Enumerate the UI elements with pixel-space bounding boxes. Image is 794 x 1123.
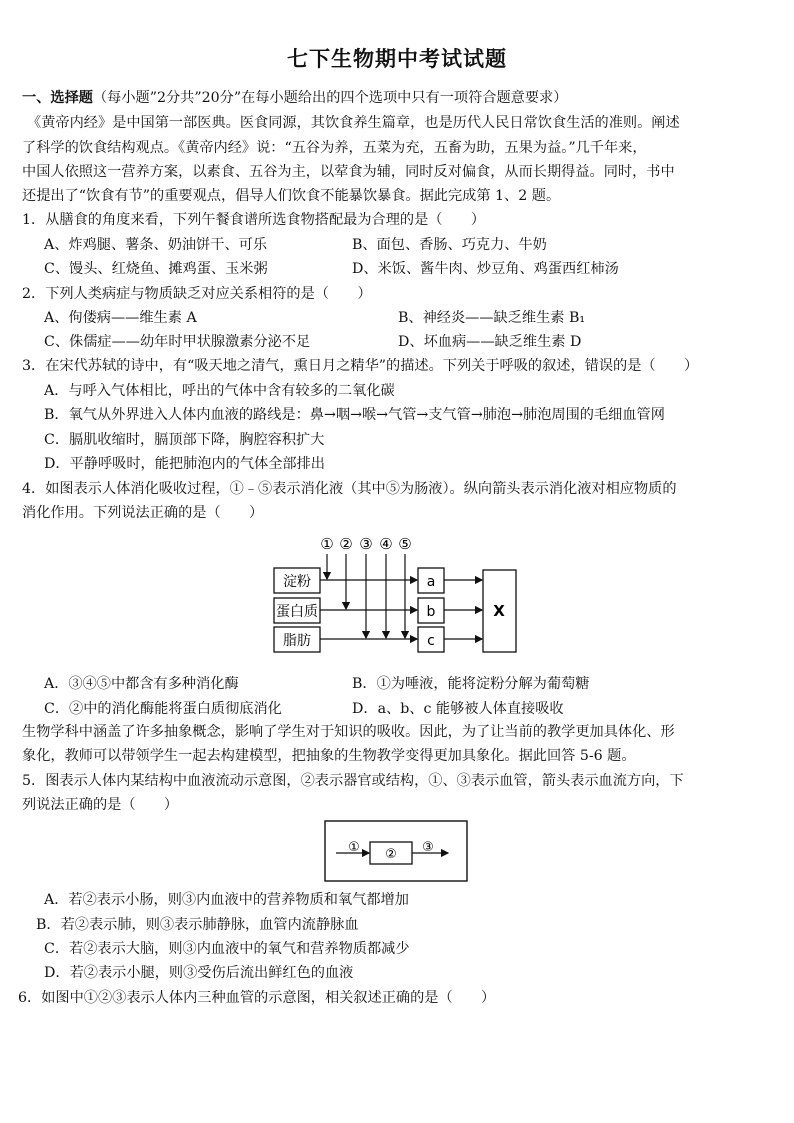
passage1-line-1: 《黄帝内经》是中国第一部医典。医食同源，其饮食养生篇章，也是历代人民日常饮食生活的准则。阐述 [27,115,680,131]
starch-label: 淀粉 [283,574,311,590]
enzyme-label-2 [339,535,352,553]
passage1-line-4: 还提出了“饮食有节”的重要观点，倡导人们饮食不能暴饮暴食。据此完成第 1、2 题。 [22,188,561,204]
q1-stem: 1．从膳食的角度来看，下列午餐食谱所选食物搭配最为合理的是（ ） [22,212,486,228]
product-c-label: c [427,633,435,649]
organ-label: ② [385,847,397,862]
section-heading-line [22,86,567,111]
absorption-label: X [493,602,505,620]
section-heading: 一、选择题 [22,90,93,106]
svg-text:③: ③ [359,535,373,553]
section-note: （每小题”2分共”20分”在每小题给出的四个选项中只有一项符合题意要求） [92,90,568,106]
digestion-diagram [268,530,524,656]
vessel-3-label: ③ [422,840,434,855]
q6-stem: 6．如图中①②③表示人体内三种血管的示意图，相关叙述正确的是（ ） [18,990,496,1006]
product-a-label: a [426,574,436,590]
blood-flow-diagram [324,820,468,882]
svg-text:④: ④ [379,535,393,553]
fat-label: 脂肪 [283,633,311,649]
q1-option-c: C、馒头、红烧鱼、摊鸡蛋、玉米粥 [44,261,268,277]
product-b-label: b [426,604,436,620]
q2-stem: 2．下列人类病症与物质缺乏对应关系相符的是（ ） [22,286,372,302]
q5-stem-line-1: 5．图表示人体内某结构中血液流动示意图，②表示器官或结构，①、③表示血管，箭头表示血流方向，下 [22,773,684,789]
q5-option-c: C．若②表示大脑，则③内血液中的氧气和营养物质都减少 [44,941,410,957]
q1-option-d: D、米饭、酱牛肉、炒豆角、鸡蛋西红柿汤 [352,261,619,277]
q4-stem-line-2: 消化作用。下列说法正确的是（ ） [22,505,264,521]
protein-label: 蛋白质 [276,604,318,620]
q4-option-d: D．a、b、c 能够被人体直接吸收 [352,701,564,717]
svg-text:①: ① [320,535,334,553]
passage2-line-1: 生物学科中涵盖了许多抽象概念，影响了学生对于知识的吸收。因此，为了让当前的教学更加具体化、形 [22,724,675,740]
page-title: 七下生物期中考试试题 [287,47,507,71]
q5-stem-line-2: 列说法正确的是（ ） [22,797,179,813]
q5-option-a: A．若②表示小肠，则③内血液中的营养物质和氧气都增加 [44,892,409,908]
q3-option-a: A．与呼入气体相比，呼出的气体中含有较多的二氧化碳 [44,383,395,399]
q4-option-c: C．②中的消化酶能将蛋白质彻底消化 [44,701,282,717]
q2-option-c: C、侏儒症——幼年时甲状腺激素分泌不足 [44,334,311,350]
enzyme-label-1 [320,535,333,553]
svg-text:⑤: ⑤ [398,535,412,553]
q1-option-b: B、面包、香肠、巧克力、牛奶 [352,237,547,253]
enzyme-label-4 [379,535,392,553]
q4-option-a: A．③④⑤中都含有多种消化酶 [44,676,239,692]
q3-option-d: D．平静呼吸时，能把肺泡内的气体全部排出 [44,456,325,472]
q2-option-b: B、神经炎——缺乏维生素 B₁ [398,310,586,326]
q1-option-a: A、炸鸡腿、薯条、奶油饼干、可乐 [44,237,268,253]
passage1-line-2: 了科学的饮食结构观点。《黄帝内经》说：“五谷为养，五菜为充，五畜为助，五果为益。”几千年来， [22,140,647,156]
q3-option-b: B．氧气从外界进入人体内血液的路线是：鼻→咽→喉→气管→支气管→肺泡→肺泡周围的毛细血管网 [44,407,665,423]
q4-option-b: B．①为唾液，能将淀粉分解为葡萄糖 [352,676,590,692]
svg-text:②: ② [339,535,353,553]
q2-option-a: A、佝偻病——维生素 A [44,310,197,326]
enzyme-label-5 [398,535,411,553]
q2-option-d: D、坏血病——缺乏维生素 D [398,334,582,350]
q5-option-b: B．若②表示肺，则③表示肺静脉，血管内流静脉血 [36,917,359,933]
enzyme-label-3 [359,535,372,553]
passage2-line-2: 象化，教师可以带领学生一起去构建模型，把抽象的生物教学变得更加具象化。据此回答 5-6 题。 [22,748,636,764]
passage1-line-3: 中国人依照这一营养方案，以素食、五谷为主，以荤食为辅，同时反对偏食，从而长期得益。同时，书中 [22,164,675,180]
q3-stem: 3．在宋代苏轼的诗中，有“吸天地之清气，熏日月之精华”的描述。下列关于呼吸的叙述，错误的是（ ） [22,358,699,374]
q4-stem-line-1: 4．如图表示人体消化吸收过程，①﹣⑤表示消化液（其中⑤为肠液）。纵向箭头表示消化液对相应物质的 [22,481,677,497]
q3-option-c: C．膈肌收缩时，膈顶部下降，胸腔容积扩大 [44,432,325,448]
vessel-1-label: ① [348,840,360,855]
q5-option-d: D．若②表示小腿，则③受伤后流出鲜红色的血液 [44,965,354,981]
